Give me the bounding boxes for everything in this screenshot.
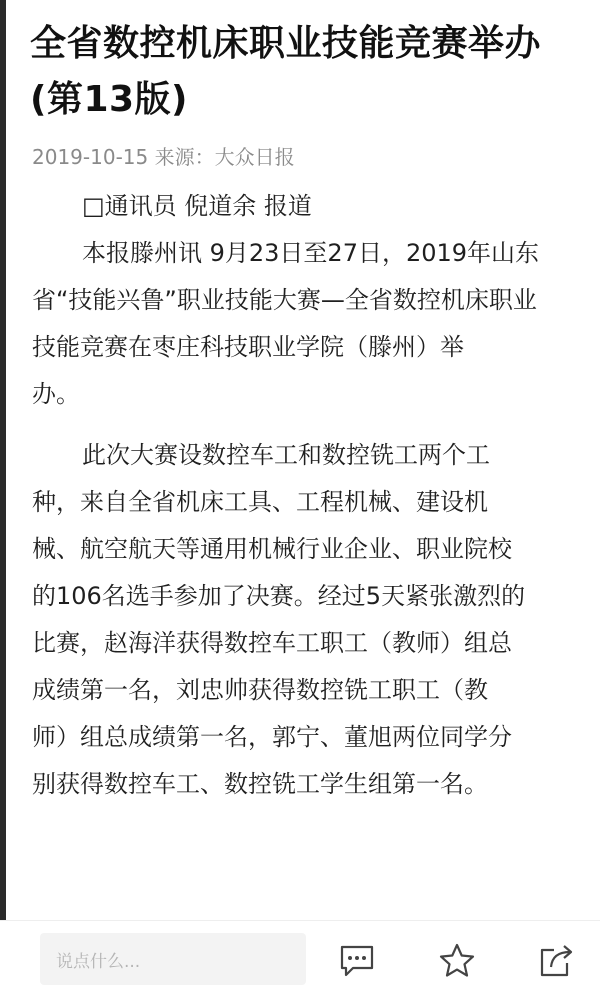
paragraph-line: 种，来自全省机床工具、工程机械、建设机 xyxy=(32,488,488,516)
left-edge-strip xyxy=(0,0,6,997)
article-meta xyxy=(32,143,295,171)
comment-placeholder: 说点什么... xyxy=(56,952,141,972)
paragraph-spacer xyxy=(32,418,592,432)
article-source-label: 来源： xyxy=(154,145,215,169)
article-date: 2019-10-15 xyxy=(32,145,149,169)
paragraph-line: 成绩第一名，刘忠帅获得数控铣工职工（教 xyxy=(32,676,488,704)
favorite-button[interactable] xyxy=(437,941,477,981)
paragraph-line: 师）组总成绩第一名，郭宁、董旭两位同学分 xyxy=(32,723,512,751)
byline: □通讯员 倪道余 报道 xyxy=(82,192,312,220)
comment-input[interactable] xyxy=(40,933,306,985)
comment-button[interactable] xyxy=(337,941,377,981)
paragraph-line: 本报滕州讯 9月23日至27日，2019年山东 xyxy=(82,239,540,267)
paragraph-line: 技能竞赛在枣庄科技职业学院（滕州）举 xyxy=(32,333,464,361)
paragraph-line: 省“技能兴鲁”职业技能大赛—全省数控机床职业 xyxy=(32,286,537,314)
title-line-2: (第13版) xyxy=(30,79,189,120)
paragraph-line: 办。 xyxy=(32,380,80,408)
article-body xyxy=(32,183,592,808)
comment-icon xyxy=(337,941,377,981)
share-button[interactable] xyxy=(537,941,577,981)
star-icon xyxy=(437,941,477,981)
paragraph-line: 械、航空航天等通用机械行业企业、职业院校 xyxy=(32,535,512,563)
paragraph-line: 的106名选手参加了决赛。经过5天紧张激烈的 xyxy=(32,582,526,610)
article-source: 大众日报 xyxy=(214,145,295,169)
title-line-1: 全省数控机床职业技能竞赛举办 xyxy=(30,23,542,64)
share-icon xyxy=(537,941,577,981)
bottom-action-bar xyxy=(0,920,600,998)
paragraph-line: 比赛，赵海洋获得数控车工职工（教师）组总 xyxy=(32,629,512,657)
paragraph-line: 此次大赛设数控车工和数控铣工两个工 xyxy=(82,441,490,469)
paragraph-line: 别获得数控车工、数控铣工学生组第一名。 xyxy=(32,770,488,798)
article-title xyxy=(30,16,590,128)
